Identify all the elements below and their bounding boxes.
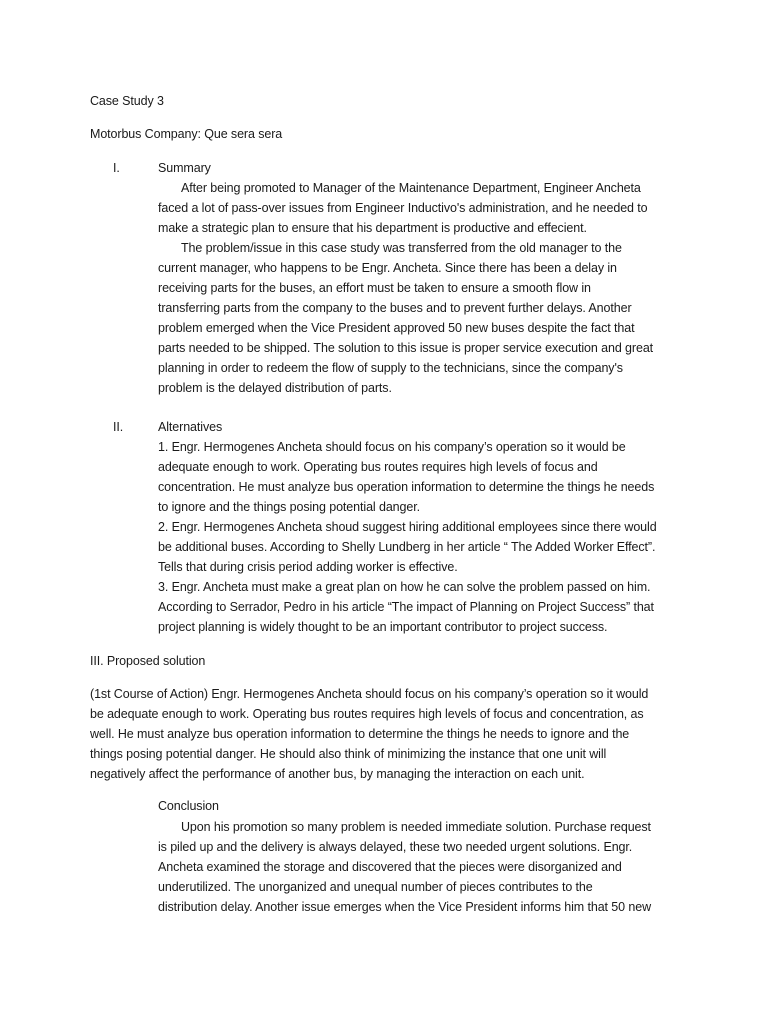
section-3-line: (1st Course of Action) Engr. Hermogenes Ancheta should focus on his company’s operation so it would xyxy=(90,687,649,701)
section-2-numeral: II. xyxy=(113,420,124,434)
section-1-line: receiving parts for the buses, an effort must be taken to ensure a smooth flow in xyxy=(158,281,591,295)
conclusion-heading: Conclusion xyxy=(158,799,219,813)
section-1-line: planning in order to redeem the flow of supply to the technicians, since the company's xyxy=(158,361,623,375)
section-1-numeral: I. xyxy=(113,161,120,175)
conclusion-line: Upon his promotion so many problem is needed immediate solution. Purchase request xyxy=(181,820,651,834)
conclusion-line: is piled up and the delivery is always delayed, these two needed urgent solutions. Engr. xyxy=(158,840,633,854)
section-1-line: problem is the delayed distribution of parts. xyxy=(158,381,392,395)
section-1-line: faced a lot of pass-over issues from Engineer Inductivo's administration, and he needed to xyxy=(158,201,648,215)
section-2-line: adequate enough to work. Operating bus routes requires high levels of focus and xyxy=(158,460,598,474)
section-2-line: According to Serrador, Pedro in his article “The impact of Planning on Project Success” that xyxy=(158,600,654,614)
section-3-line: be adequate enough to work. Operating bus routes requires high levels of focus and concentration, as xyxy=(90,707,644,721)
section-3-heading: III. Proposed solution xyxy=(90,654,206,668)
section-3-line: well. He must analyze bus operation information to determine the things he needs to ignore and the xyxy=(90,727,630,741)
document-title: Case Study 3 xyxy=(90,94,164,108)
section-2-line: 2. Engr. Hermogenes Ancheta shoud suggest hiring additional employees since there would xyxy=(158,520,657,534)
conclusion-line: Ancheta examined the storage and discovered that the pieces were disorganized and xyxy=(158,860,622,874)
section-1-heading: Summary xyxy=(158,161,211,175)
document-subtitle: Motorbus Company: Que sera sera xyxy=(90,127,283,141)
section-2-line: project planning is widely thought to be an important contributor to project success. xyxy=(158,620,608,634)
section-2-line: concentration. He must analyze bus operation information to determine the things he needs xyxy=(158,480,655,494)
section-2-line: be additional buses. According to Shelly Lundberg in her article “ The Added Worker Effect”. xyxy=(158,540,656,554)
section-1-line: parts needed to be shipped. The solution to this issue is proper service execution and great xyxy=(158,341,654,355)
section-1-line: problem emerged when the Vice President approved 50 new buses despite the fact that xyxy=(158,321,635,335)
section-1-line: The problem/issue in this case study was transferred from the old manager to the xyxy=(181,241,622,255)
section-1-line: transferring parts from the company to the buses and to prevent further delays. Another xyxy=(158,301,632,315)
section-2-line: 1. Engr. Hermogenes Ancheta should focus on his company’s operation so it would be xyxy=(158,440,626,454)
section-2-line: Tells that during crisis period adding worker is effective. xyxy=(158,560,458,574)
section-3-line: things posing potential danger. He should also think of minimizing the instance that one unit will xyxy=(90,747,607,761)
section-1-line: current manager, who happens to be Engr. Ancheta. Since there has been a delay in xyxy=(158,261,617,275)
section-1-line: make a strategic plan to ensure that his department is productive and effecient. xyxy=(158,221,587,235)
section-2-heading: Alternatives xyxy=(158,420,223,434)
section-1-line: After being promoted to Manager of the Maintenance Department, Engineer Ancheta xyxy=(181,181,641,195)
section-3-line: negatively affect the performance of another bus, by managing the interaction on each unit. xyxy=(90,767,585,781)
section-2-line: to ignore and the things posing potential danger. xyxy=(158,500,420,514)
conclusion-line: underutilized. The unorganized and unequal number of pieces contributes to the xyxy=(158,880,593,894)
conclusion-line: distribution delay. Another issue emerges when the Vice President informs him that 50 new xyxy=(158,900,651,914)
section-2-line: 3. Engr. Ancheta must make a great plan on how he can solve the problem passed on him. xyxy=(158,580,651,594)
